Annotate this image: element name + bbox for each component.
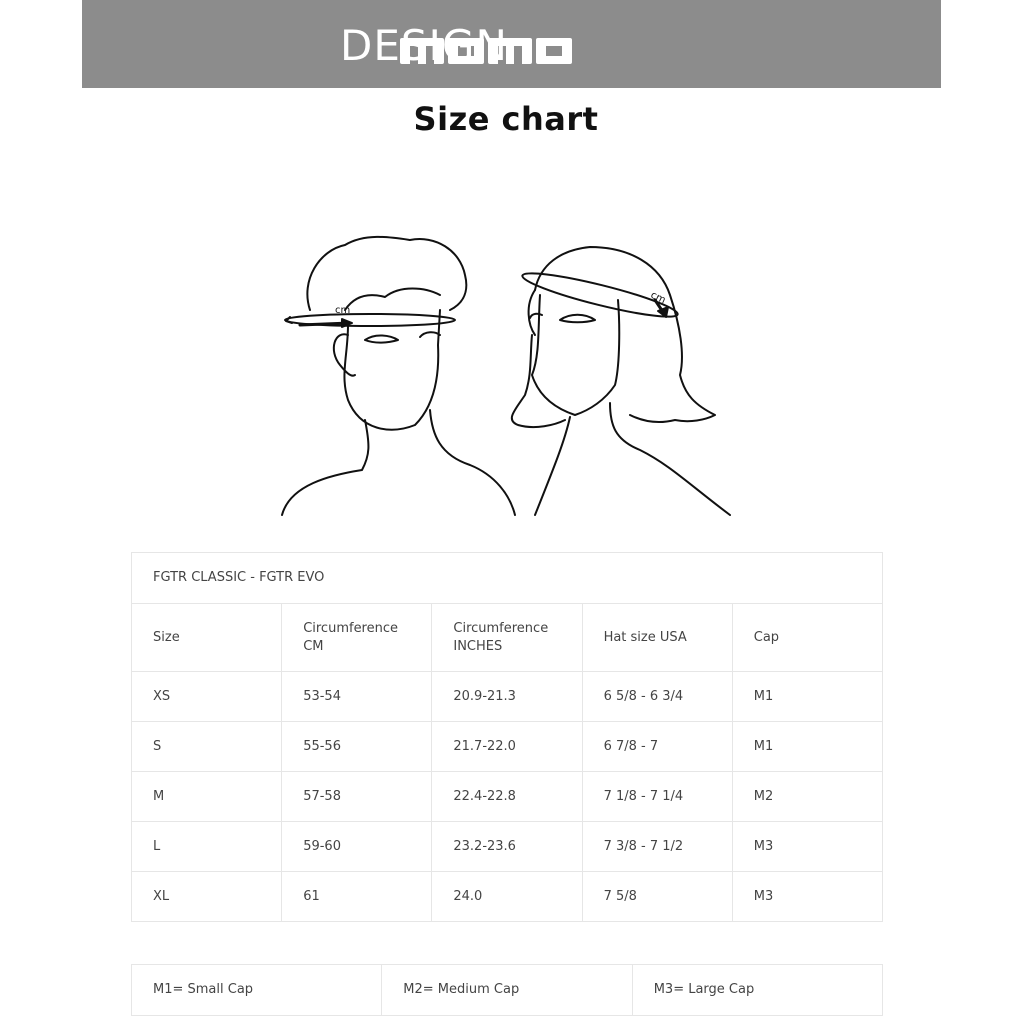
- table-caption: FGTR CLASSIC - FGTR EVO: [132, 553, 883, 604]
- search-icon[interactable]: [968, 26, 1002, 60]
- cell-inches: 20.9-21.3: [432, 672, 582, 722]
- cap-legend-m3: M3= Large Cap: [632, 965, 882, 1016]
- header-cap: Cap: [732, 604, 882, 672]
- table-row: [132, 772, 883, 822]
- cell-size: S: [132, 722, 282, 772]
- cell-cm: 61: [282, 872, 432, 922]
- table-row: [132, 822, 883, 872]
- cell-cm: 53-54: [282, 672, 432, 722]
- cell-hat-size: 7 3/8 - 7 1/2: [582, 822, 732, 872]
- cell-size: XL: [132, 872, 282, 922]
- page-title: Size chart: [413, 100, 599, 138]
- cell-cap: M2: [732, 772, 882, 822]
- cell-cm: 59-60: [282, 822, 432, 872]
- header-size: Size: [132, 604, 282, 672]
- cell-cap: M1: [732, 722, 882, 772]
- table-row: [132, 872, 883, 922]
- cap-legend-m1: M1= Small Cap: [132, 965, 382, 1016]
- site-header: [82, 0, 941, 88]
- cell-hat-size: 7 1/8 - 7 1/4: [582, 772, 732, 822]
- cell-cap: M3: [732, 872, 882, 922]
- table-row: [132, 672, 883, 722]
- cell-hat-size: 6 5/8 - 6 3/4: [582, 672, 732, 722]
- head-measurement-illustration: [270, 225, 750, 525]
- cap-legend-table: [131, 964, 883, 1016]
- measure-label-left: cm: [335, 305, 351, 316]
- table-row: [132, 722, 883, 772]
- cell-size: XS: [132, 672, 282, 722]
- cell-cap: M1: [732, 672, 882, 722]
- cap-legend-m2: M2= Medium Cap: [382, 965, 632, 1016]
- cell-inches: 21.7-22.0: [432, 722, 582, 772]
- cell-hat-size: 6 7/8 - 7: [582, 722, 732, 772]
- header-circumference-inches: Circumference INCHES: [432, 604, 582, 672]
- measure-label-right: cm: [648, 289, 668, 307]
- cell-size: M: [132, 772, 282, 822]
- cell-size: L: [132, 822, 282, 872]
- header-circumference-cm: Circumference CM: [282, 604, 432, 672]
- header-hat-size-usa: Hat size USA: [582, 604, 732, 672]
- cell-hat-size: 7 5/8: [582, 872, 732, 922]
- cell-inches: 24.0: [432, 872, 582, 922]
- cell-cm: 55-56: [282, 722, 432, 772]
- size-table: [131, 552, 883, 922]
- cell-inches: 23.2-23.6: [432, 822, 582, 872]
- cell-cap: M3: [732, 822, 882, 872]
- logo-wordmark: DESIGN: [340, 21, 508, 70]
- cell-inches: 22.4-22.8: [432, 772, 582, 822]
- cell-cm: 57-58: [282, 772, 432, 822]
